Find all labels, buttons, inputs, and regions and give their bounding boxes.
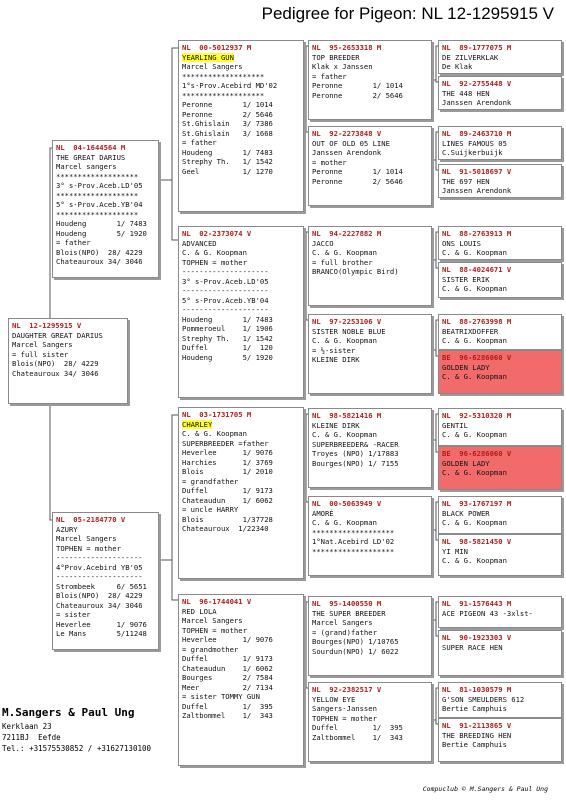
pedigree-line: Marcel sangers bbox=[56, 162, 117, 171]
pigeon-name: RED LOLA bbox=[182, 606, 217, 616]
pedigree-card-dam bbox=[52, 512, 159, 650]
pedigree-card-sss bbox=[308, 40, 432, 120]
pedigree-line: Troyes (NPO) 1/17883 bbox=[312, 449, 399, 458]
band-number: NL 88-2763913 M bbox=[442, 229, 512, 238]
band-number: NL 96-1744041 V bbox=[182, 597, 252, 606]
pedigree-line: TOPHEN = mother bbox=[312, 713, 377, 723]
pedigree-line: Sourdun(NPO) 1/ 6022 bbox=[312, 646, 399, 656]
band-number: NL 00-5063949 V bbox=[312, 499, 382, 508]
pedigree-line: Houdeng 5/ 1920 bbox=[182, 352, 273, 362]
pedigree-card-dsd bbox=[308, 496, 432, 576]
band-number: NL 93-1767197 M bbox=[442, 499, 512, 508]
band-number: NL 81-1030579 M bbox=[442, 685, 512, 694]
pigeon-name: DE ZILVERKLAK bbox=[442, 52, 499, 62]
pedigree-line: C. & G. Koopman bbox=[312, 430, 377, 439]
band-number: NL 98-5821450 V bbox=[442, 537, 512, 546]
pigeon-name: THE GREAT DARIUS bbox=[56, 152, 126, 162]
pedigree-line: Geel 1/ 1270 bbox=[182, 166, 273, 176]
pedigree-line: = father bbox=[182, 138, 217, 147]
band-number: NL 90-1923303 V bbox=[442, 633, 512, 642]
pedigree-line: 4°Prov.Acebird YB'05 bbox=[56, 562, 143, 572]
band-number: NL 00-5012937 M bbox=[182, 43, 252, 52]
pedigree-line: C. & G. Koopman bbox=[442, 556, 507, 565]
pedigree-card-g7 bbox=[438, 314, 562, 350]
pedigree-line: St.Ghislain 3/ 7386 bbox=[182, 119, 273, 128]
pedigree-line: = uncle HARRY bbox=[182, 505, 239, 514]
pigeon-name: THE BREEDING HEN bbox=[442, 730, 512, 740]
pedigree-line: Duffel 1/ 120 bbox=[182, 343, 273, 352]
pedigree-line: -------------------- bbox=[56, 553, 143, 562]
pedigree-line: Chateaudun 1/ 6062 bbox=[182, 663, 273, 673]
credit-line: Compuclub © M.Sangers & Paul Ung bbox=[422, 785, 548, 793]
pedigree-line: Peronne 1/ 1014 bbox=[312, 81, 403, 90]
pedigree-card-g12 bbox=[438, 534, 562, 576]
band-number: NL 98-5821416 M bbox=[312, 411, 382, 420]
pedigree-line: ******************* bbox=[56, 209, 139, 219]
pedigree-line: = father bbox=[56, 238, 91, 247]
pedigree-line: BRANCO(Olympic Bird) bbox=[312, 267, 399, 276]
pedigree-line: Bourges 2/ 7584 bbox=[182, 673, 273, 682]
pedigree-line: -------------------- bbox=[56, 572, 143, 581]
pedigree-line: Blois(NPO) 28/ 4229 bbox=[12, 359, 99, 368]
pedigree-line: Peronne 1/ 1014 bbox=[182, 100, 273, 109]
breeder-name: M.Sangers & Paul Ung bbox=[2, 706, 135, 719]
pedigree-line: Chateauroux 34/ 3046 bbox=[56, 600, 143, 610]
pedigree-line: Blois(NPO) 28/ 4229 bbox=[56, 247, 143, 257]
pedigree-line: ******************* bbox=[182, 71, 265, 81]
pedigree-line: Bourges(NPO) 1/ 7155 bbox=[312, 458, 399, 468]
pedigree-line: C. & G. Koopman bbox=[182, 248, 247, 257]
pedigree-line: 3° s-Prov.Aceb.LD'05 bbox=[182, 276, 269, 286]
pedigree-card-sire bbox=[52, 140, 159, 278]
pedigree-line: Chateauroux 34/ 3046 bbox=[12, 368, 99, 378]
pedigree-line: Le Mans 5/11248 bbox=[56, 629, 147, 638]
pedigree-line: C. & G. Koopman bbox=[442, 372, 507, 381]
band-number: BE 96-6286060 V bbox=[442, 353, 512, 362]
pedigree-line: Peronne 2/ 5646 bbox=[312, 176, 403, 186]
pedigree-line: = (grand)father bbox=[312, 627, 377, 637]
pedigree-card-g6 bbox=[438, 262, 562, 298]
pedigree-line: C. & G. Koopman bbox=[312, 336, 377, 345]
pedigree-line: = full brother bbox=[312, 257, 373, 267]
pedigree-card-g14 bbox=[438, 630, 562, 676]
pigeon-name: AZURY bbox=[56, 524, 78, 534]
band-number: NL 89-1777075 M bbox=[442, 43, 512, 52]
pigeon-name: GOLDEN LADY bbox=[442, 362, 490, 372]
pigeon-name: ACE PIGEON 43 -3xlst- bbox=[442, 608, 533, 618]
pedigree-card-g9 bbox=[438, 408, 562, 446]
pedigree-card-sd bbox=[178, 226, 304, 398]
pedigree-line: Marcel Sangers bbox=[182, 62, 243, 71]
band-number: NL 05-2184770 V bbox=[56, 515, 126, 524]
pedigree-line: Marcel Sangers bbox=[182, 616, 243, 625]
pedigree-line: C. & G. Koopman bbox=[182, 429, 247, 438]
band-number: NL 12-1295915 V bbox=[12, 321, 82, 330]
pedigree-card-g4 bbox=[438, 164, 562, 198]
band-number: NL 88-2763998 M bbox=[442, 317, 512, 326]
pigeon-name: SISTER ERIK bbox=[442, 274, 490, 284]
pigeon-name: BLACK POWER bbox=[442, 508, 490, 518]
pigeon-name: OUT OF OLD 05 LINE bbox=[312, 138, 390, 148]
pedigree-line: St.Ghislain 3/ 1668 bbox=[182, 128, 273, 138]
pedigree-card-ssd bbox=[308, 126, 432, 206]
pedigree-card-subject bbox=[8, 318, 128, 404]
pedigree-line: Heverlee 1/ 9076 bbox=[56, 619, 147, 629]
pigeon-name: GENTIL bbox=[442, 420, 468, 430]
pedigree-line: Blois 1/ 2010 bbox=[182, 467, 273, 476]
pigeon-name: GOLDEN LADY bbox=[442, 458, 490, 468]
pedigree-line: Duffel 1/ 395 bbox=[182, 701, 273, 711]
pigeon-name: ADVANCED bbox=[182, 238, 217, 248]
pedigree-card-g16 bbox=[438, 718, 562, 762]
pigeon-name-highlight: CHARLEY bbox=[182, 419, 213, 429]
pedigree-line: C.Suijkerbuijk bbox=[442, 148, 503, 157]
pedigree-card-ds bbox=[178, 407, 304, 579]
pedigree-line: -------------------- bbox=[182, 286, 269, 295]
pedigree-card-g8 bbox=[438, 350, 562, 394]
pedigree-line: Janssen Arendonk bbox=[312, 148, 382, 157]
band-number: NL 97-2253106 V bbox=[312, 317, 382, 326]
pedigree-card-g11 bbox=[438, 496, 562, 534]
pedigree-line: SUPERBREEDER& -RACER bbox=[312, 439, 399, 449]
pedigree-line: ******************* bbox=[312, 527, 395, 537]
pedigree-card-sds bbox=[308, 226, 432, 306]
pedigree-card-g1 bbox=[438, 40, 562, 74]
pedigree-line: = ½-sister bbox=[312, 345, 356, 355]
pedigree-line: Peronne 2/ 5646 bbox=[312, 90, 403, 100]
pedigree-line: Marcel Sangers bbox=[12, 340, 73, 349]
pedigree-line: Janssen Arendonk bbox=[442, 98, 512, 107]
pigeon-name: SISTER NOBLE BLUE bbox=[312, 326, 386, 336]
pigeon-name: KLEINE DIRK bbox=[312, 420, 360, 430]
pedigree-card-g15 bbox=[438, 682, 562, 718]
pedigree-line: = mother bbox=[312, 157, 347, 167]
pedigree-line: Zaltbommel 1/ 343 bbox=[182, 711, 273, 720]
pedigree-line: Blois(NPO) 28/ 4229 bbox=[56, 591, 143, 600]
pedigree-card-ddd bbox=[308, 682, 432, 762]
pedigree-line: C. & G. Koopman bbox=[312, 518, 377, 527]
pedigree-line: Chateaudun 1/ 6062 bbox=[182, 495, 273, 505]
pedigree-line: Zaltbommel 1/ 343 bbox=[312, 732, 403, 742]
pedigree-line: C. & G. Koopman bbox=[442, 336, 507, 345]
pedigree-line: TOPHEN = mother bbox=[56, 543, 121, 553]
pigeon-name: TOP BREEDER bbox=[312, 52, 360, 62]
breeder-address-city: 7211BJ Eefde bbox=[2, 733, 61, 742]
pedigree-line: Duffel 1/ 9173 bbox=[182, 654, 273, 663]
pedigree-card-dds bbox=[308, 596, 432, 676]
band-number: NL 88-4024671 V bbox=[442, 265, 512, 274]
band-number: BE 96-6286060 V bbox=[442, 449, 512, 458]
pedigree-line: Houdeng 1/ 7483 bbox=[182, 314, 273, 324]
pedigree-line: Heverlee 1/ 9076 bbox=[182, 635, 273, 644]
pedigree-line: TOPHEN = mother bbox=[182, 257, 247, 267]
pedigree-line: = father bbox=[312, 71, 347, 81]
pedigree-line: C. & G. Koopman bbox=[312, 248, 377, 257]
pigeon-name: YELLOW EYE bbox=[312, 694, 356, 704]
pedigree-line: De Klak bbox=[442, 62, 473, 71]
pigeon-name: SUPER RACE HEN bbox=[442, 642, 503, 652]
pedigree-card-g5 bbox=[438, 226, 562, 260]
pedigree-card-sdd bbox=[308, 314, 432, 394]
pedigree-line: Chateauroux 34/ 3046 bbox=[56, 257, 143, 266]
pedigree-card-g3 bbox=[438, 126, 562, 160]
pigeon-name: THE 697 HEN bbox=[442, 176, 490, 186]
band-number: NL 92-2382517 V bbox=[312, 685, 382, 694]
page-title: Pedigree for Pigeon: NL 12-1295915 V bbox=[261, 4, 554, 23]
band-number: NL 95-1400550 M bbox=[312, 599, 382, 608]
band-number: NL 92-2273848 V bbox=[312, 129, 382, 138]
pedigree-line: = sister bbox=[56, 610, 91, 619]
pedigree-line: Bertie Camphuis bbox=[442, 740, 507, 749]
pedigree-line: Klak x Janssen bbox=[312, 62, 373, 71]
band-number: NL 03-1731705 M bbox=[182, 410, 252, 419]
pedigree-card-g10 bbox=[438, 446, 562, 490]
pedigree-line: -------------------- bbox=[182, 305, 269, 314]
pedigree-line: Bourges(NPO) 1/10765 bbox=[312, 637, 399, 646]
pedigree-line: Marcel Sangers bbox=[312, 618, 373, 627]
pedigree-line: Duffel 1/ 9173 bbox=[182, 486, 273, 495]
pigeon-name bbox=[182, 53, 300, 63]
pedigree-line: ******************* bbox=[182, 90, 265, 100]
band-number: NL 04-1644564 M bbox=[56, 143, 126, 152]
pedigree-line: Duffel 1/ 395 bbox=[312, 723, 403, 732]
pedigree-card-dd bbox=[178, 594, 304, 766]
pedigree-line: Houdeng 5/ 1920 bbox=[56, 228, 147, 238]
pedigree-line: -------------------- bbox=[182, 267, 269, 276]
pigeon-name: JACCO bbox=[312, 238, 334, 248]
pedigree-card-g13 bbox=[438, 596, 562, 628]
pedigree-line: Peronne 2/ 5646 bbox=[182, 109, 273, 119]
pedigree-card-ss bbox=[178, 40, 304, 212]
breeder-address-street: Kerklaan 23 bbox=[2, 722, 52, 731]
pedigree-line: Houdeng 1/ 7483 bbox=[56, 219, 147, 228]
pedigree-line: Strephy Th. 1/ 1542 bbox=[182, 333, 273, 343]
breeder-phone: Tel.: +31575530852 / +31627130100 bbox=[2, 744, 152, 753]
pedigree-line: 1°Nat.Acebird LD'02 bbox=[312, 537, 395, 546]
band-number: NL 91-2113865 V bbox=[442, 721, 512, 730]
pigeon-name: ONS LOUIS bbox=[442, 238, 481, 248]
pedigree-card-g2 bbox=[438, 76, 562, 110]
pedigree-line: Harchies 1/ 3769 bbox=[182, 457, 273, 467]
band-number: NL 91-5018697 V bbox=[442, 167, 512, 176]
band-number: NL 91-1576443 M bbox=[442, 599, 512, 608]
pedigree-line: Houdeng 1/ 7483 bbox=[182, 147, 273, 157]
pedigree-line: ******************* bbox=[312, 546, 395, 556]
pedigree-line: 5° s-Prov.Aceb.YB'04 bbox=[182, 295, 269, 305]
pedigree-line: = grandmother bbox=[182, 644, 239, 654]
band-number: NL 02-2373074 V bbox=[182, 229, 252, 238]
band-number: NL 92-2755448 V bbox=[442, 79, 512, 88]
pedigree-card-dss bbox=[308, 408, 432, 488]
pigeon-name: THE SUPER BREEDER bbox=[312, 608, 386, 618]
pedigree-line: Marcel Sangers bbox=[56, 534, 117, 543]
pedigree-line: Heverlee 1/ 9076 bbox=[182, 448, 273, 457]
pedigree-line: = sister TOMMY GUN bbox=[182, 692, 260, 701]
pedigree-line: C. & G. Koopman bbox=[442, 518, 507, 527]
band-number: NL 92-5310320 M bbox=[442, 411, 512, 420]
pedigree-line: Blois 1/37728 bbox=[182, 514, 273, 524]
pigeon-name: BEATRIXDOFFER bbox=[442, 326, 499, 336]
pedigree-line: C. & G. Koopman bbox=[442, 284, 507, 293]
pigeon-name bbox=[182, 420, 300, 430]
band-number: NL 95-2653318 M bbox=[312, 43, 382, 52]
band-number: NL 94-2227882 M bbox=[312, 229, 382, 238]
pedigree-line: Peronne 1/ 1014 bbox=[312, 167, 403, 176]
pigeon-name: YI MIN bbox=[442, 546, 468, 556]
pedigree-line: C. & G. Koopman bbox=[442, 248, 507, 257]
pigeon-name: G'SON SMEULDERS 612 bbox=[442, 694, 525, 704]
pedigree-line: SUPERBREEDER =father bbox=[182, 438, 269, 448]
pigeon-name: DAUGHTER GREAT DARIUS bbox=[12, 330, 103, 340]
pedigree-line: Strephy Th. 1/ 1542 bbox=[182, 157, 273, 166]
pedigree-line: KLEINE DIRK bbox=[312, 355, 360, 364]
pedigree-line: 1°s-Prov.Acebird MD'02 bbox=[182, 81, 278, 90]
pedigree-line: C. & G. Koopman bbox=[442, 468, 507, 477]
pigeon-name: AMORÉ bbox=[312, 508, 334, 518]
pedigree-line: Bertie Camphuis bbox=[442, 704, 507, 713]
pedigree-line: = grandfather bbox=[182, 476, 239, 486]
pigeon-name: THE 448 HEN bbox=[442, 88, 490, 98]
pedigree-line: ******************* bbox=[56, 190, 139, 200]
pedigree-line: = full sister bbox=[12, 349, 69, 359]
pigeon-name-highlight: YEARLING GUN bbox=[182, 52, 234, 62]
pedigree-line: TOPHEN = mother bbox=[182, 625, 247, 635]
pedigree-line: Janssen Arendonk bbox=[442, 186, 512, 195]
pigeon-name: LINES FAMOUS 05 bbox=[442, 138, 507, 148]
pedigree-line: Pommeroeul 1/ 1906 bbox=[182, 324, 273, 333]
pedigree-line: 3° s-Prov.Aceb.LD'05 bbox=[56, 181, 143, 190]
pedigree-line: Strombeek 6/ 5651 bbox=[56, 581, 147, 591]
pedigree-line: 5° s-Prov.Aceb.YB'04 bbox=[56, 200, 143, 209]
band-number: NL 89-2463710 M bbox=[442, 129, 512, 138]
pedigree-line: Sangers-Janssen bbox=[312, 704, 377, 713]
pedigree-line: ******************* bbox=[56, 171, 139, 181]
pedigree-line: Chateauroux 1/22340 bbox=[182, 524, 269, 533]
pedigree-line: Meer 2/ 7134 bbox=[182, 682, 273, 692]
pedigree-line: C. & G. Koopman bbox=[442, 430, 507, 439]
